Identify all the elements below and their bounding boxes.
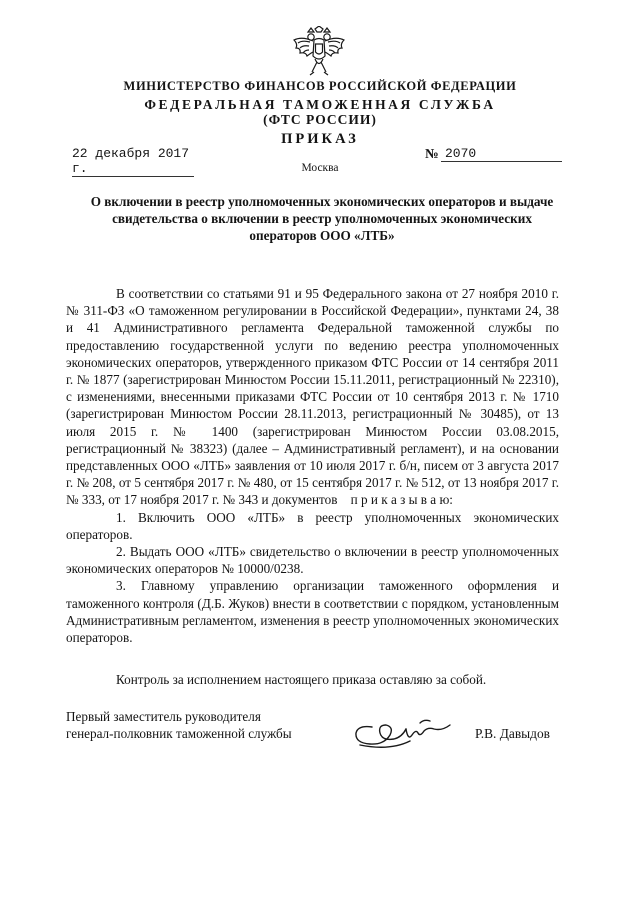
item-1: 1. Включить ООО «ЛТБ» в реестр уполномоченных экономических операторов. <box>66 509 559 542</box>
preamble-text: В соответствии со статьями 91 и 95 Федерального закона от 27 ноября 2010 г. № 311-ФЗ «О таможенном регулировании в Российской Федерации», пунктами 24, 38 и 41 Административного регламента Федеральной таможенной службы по предоставлению государственной услуги по ведению реестра уполномоченных экономических операторов, утвержденного приказом ФТС России от 14 сентября 2011 г. № 1877 (зарегистрирован Минюстом России 15.11.2011, регистрационный № 22310), с изменениями, внесенными приказами ФТС России от 10 сентября 2013 г. № 1710 (зарегистрирован Минюстом России 28.11.2013, регистрационный № 30485), от 13 июля 2015 г. № 1400 (зарегистрирован Минюстом России 03.08.2015, регистрационный № 38323) (далее – Административный регламент), и на основании представленных ООО «ЛТБ» заявления от 10 июля 2017 г. б/н, писем от 3 августа 2017 г. № 208, от 5 сентября 2017 г. № 480, от 15 сентября 2017 г. № 512, от 13 ноября 2017 г. № 333, от 17 ноября 2017 г. № 343 и документов <box>66 286 559 508</box>
order-title: О включении в реестр уполномоченных экономических операторов и выдаче свидетельства о включении в реестр уполномоченных экономических операторов ООО «ЛТБ» <box>90 194 554 243</box>
handwritten-signature-icon <box>350 711 465 764</box>
order-body <box>66 285 559 688</box>
item-2: 2. Выдать ООО «ЛТБ» свидетельство о включении в реестр уполномоченных экономических операторов № 10000/0238. <box>66 544 559 577</box>
preamble-paragraph <box>66 285 559 509</box>
signatory-name: Р.В. Давыдов <box>475 726 550 741</box>
service-name: ФЕДЕРАЛЬНАЯ ТАМОЖЕННАЯ СЛУЖБА <box>144 97 496 112</box>
order-number: 2070 <box>441 146 562 162</box>
signatory-position <box>66 708 292 743</box>
control-paragraph: Контроль за исполнением настоящего приказа оставляю за собой. <box>116 672 487 688</box>
position-line-2: генерал-полковник таможенной службы <box>66 726 292 742</box>
position-line-1: Первый заместитель руководителя <box>66 709 261 724</box>
document-type: ПРИКАЗ <box>281 131 359 147</box>
ministry-name: МИНИСТЕРСТВО ФИНАНСОВ РОССИЙСКОЙ ФЕДЕРАЦИИ <box>123 79 517 93</box>
city: Москва <box>301 162 339 174</box>
coat-of-arms-icon <box>290 26 348 83</box>
service-abbreviation: (ФТС РОССИИ) <box>263 112 377 127</box>
order-date: 22 декабря 2017 г. <box>72 146 194 177</box>
number-sign: № <box>425 146 439 161</box>
order-word: п р и к а з ы в а ю: <box>350 492 453 508</box>
item-3: 3. Главному управлению организации таможенного оформления и таможенного контроля (Д.Б. Жуков) внести в соответствии с порядком, установленным Административным регламентом, изменения в реестр уполномоченных экономических операторов. <box>66 578 559 646</box>
